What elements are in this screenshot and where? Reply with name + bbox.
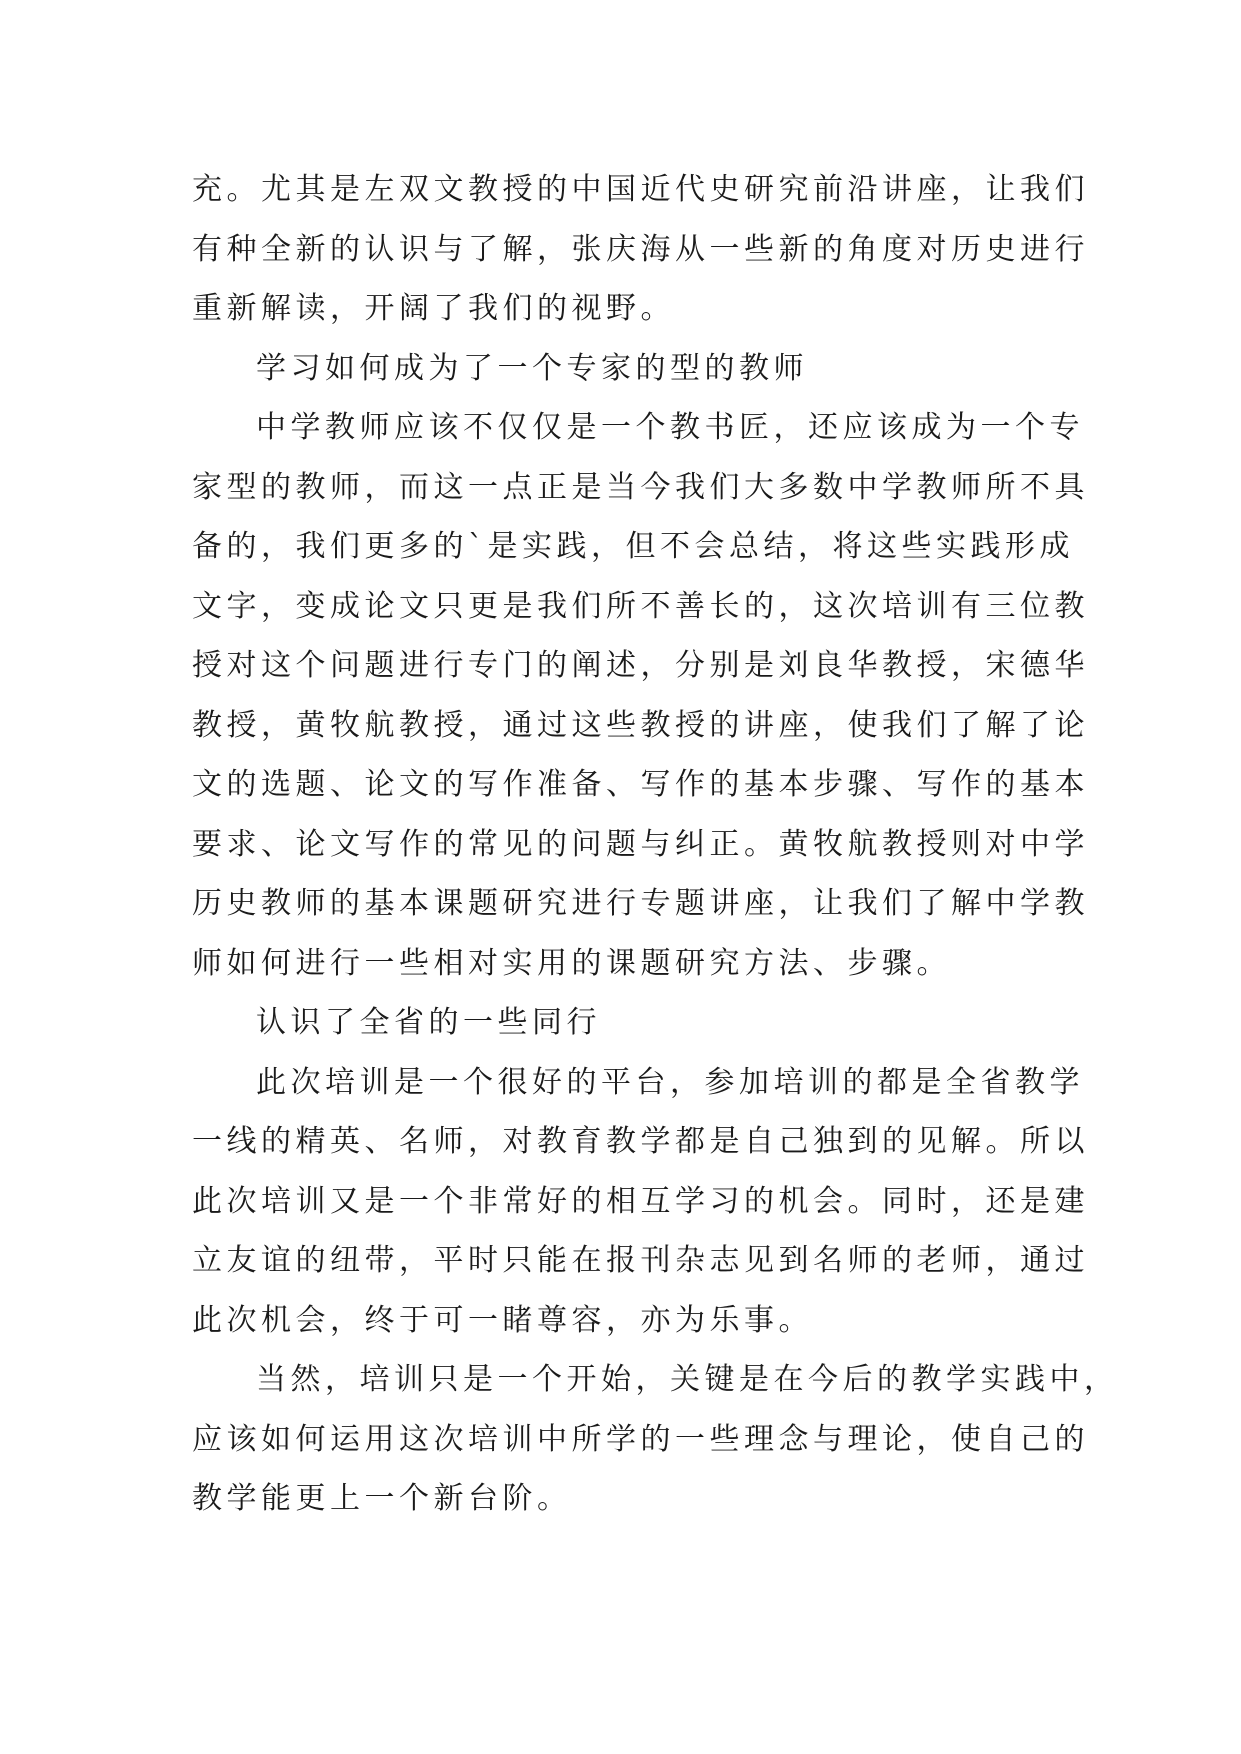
text-line: 教学能更上一个新台阶。	[192, 1481, 572, 1516]
text-line: 备的，我们更多的`是实践，但不会总结，将这些实践形成	[192, 529, 1074, 564]
text-line: 要求、论文写作的常见的问题与纠正。黄牧航教授则对中学	[192, 826, 1089, 862]
text-line: 应该如何运用这次培训中所学的一些理念与理论，使自己的	[192, 1421, 1089, 1457]
text-line: 此次培训又是一个非常好的相互学习的机会。同时，还是建	[192, 1183, 1089, 1219]
paragraph-start-line: 当然，培训只是一个开始，关键是在今后的教学实践中，	[256, 1362, 1119, 1397]
paragraph-start-line: 中学教师应该不仅仅是一个教书匠，还应该成为一个专	[256, 410, 1084, 445]
section-heading: 认识了全省的一些同行	[256, 1005, 601, 1040]
section-heading: 学习如何成为了一个专家的型的教师	[256, 350, 808, 386]
text-line: 文字，变成论文只更是我们所不善长的，这次培训有三位教	[192, 588, 1089, 624]
text-line: 文的选题、论文的写作准备、写作的基本步骤、写作的基本	[192, 767, 1089, 802]
text-line: 立友谊的纽带，平时只能在报刊杂志见到名师的老师，通过	[192, 1243, 1089, 1278]
text-line: 一线的精英、名师，对教育教学都是自己独到的见解。所以	[192, 1124, 1089, 1159]
paragraph-start-line: 此次培训是一个很好的平台，参加培训的都是全省教学	[256, 1064, 1084, 1100]
text-line: 历史教师的基本课题研究进行专题讲座，让我们了解中学教	[192, 886, 1089, 921]
text-line: 家型的教师，而这一点正是当今我们大多数中学教师所不具	[192, 469, 1089, 505]
text-line: 授对这个问题进行专门的阐述，分别是刘良华教授，宋德华	[192, 648, 1089, 683]
text-line: 重新解读，开阔了我们的视野。	[192, 291, 675, 326]
text-line: 教授，黄牧航教授，通过这些教授的讲座，使我们了解了论	[192, 707, 1089, 743]
text-line: 此次机会，终于可一睹尊容，亦为乐事。	[192, 1302, 813, 1338]
text-line: 充。尤其是左双文教授的中国近代史研究前沿讲座，让我们	[192, 172, 1089, 207]
text-line: 师如何进行一些相对实用的课题研究方法、步骤。	[192, 945, 951, 981]
text-line: 有种全新的认识与了解，张庆海从一些新的角度对历史进行	[192, 231, 1089, 267]
document-body	[192, 160, 1119, 1529]
